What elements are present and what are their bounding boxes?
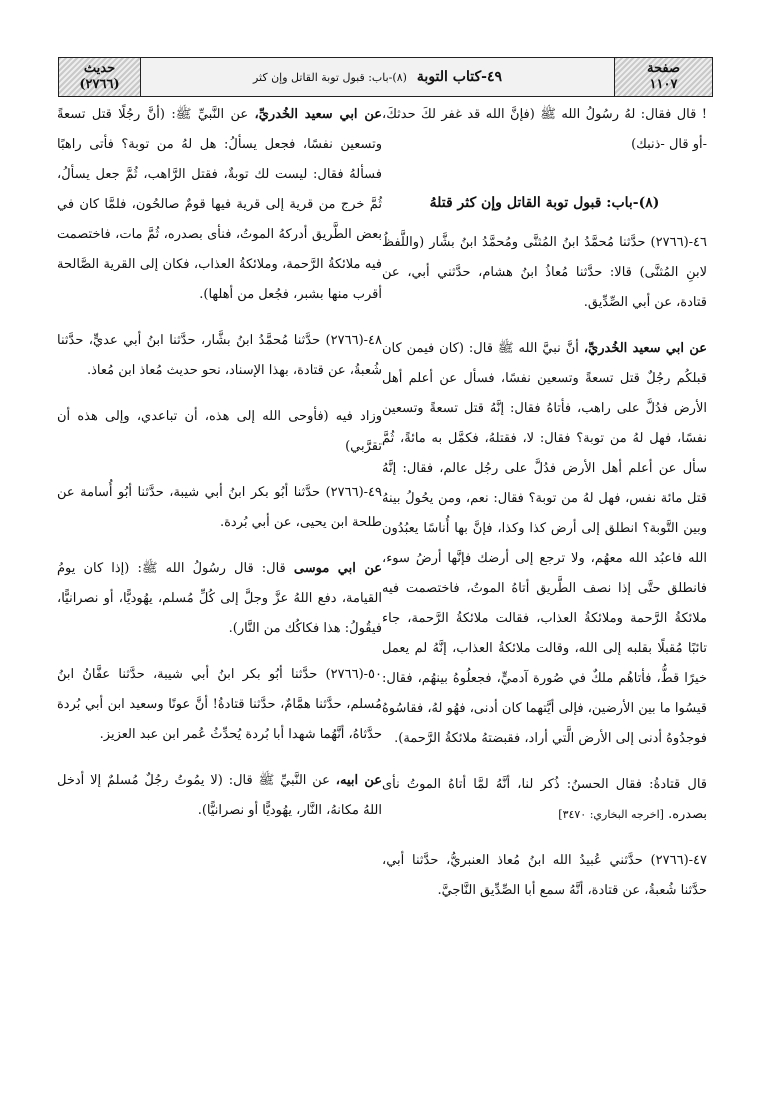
hadith-46-isnad: ٤٦-(٢٧٦٦) حدَّثنا مُحمَّدُ ابنُ المُثنَّى ومُحمَّدُ ابنُ بشَّار (واللَّفظُ لابنِ المُثنَّى) قالا: حدَّثنا مُعاذُ ابنُ هشام، حدَّثني أبي، عن قتادة، عن أبي الصِّدِّيق. — [382, 235, 707, 310]
chapter-subtitle: (٨)-باب: قبول توبة القاتل وإن كثر — [252, 70, 407, 84]
bab-heading: (٨)-باب: قبول توبة القاتل وإن كثر قتلهُ — [429, 195, 660, 211]
left-column — [57, 100, 382, 842]
page-number: ١١٠٧ — [649, 77, 678, 92]
hadith-48-addition: وزاد فيه (فأوحى الله إلى هذه، أن تباعدي، وإلى هذه أن تقرَّبي) — [57, 409, 382, 454]
hadith-46-body — [382, 334, 707, 754]
takhrij-reference: [اخرجه البخاري: ٣٤٧٠] — [558, 808, 664, 821]
hadith-48-isnad: ٤٨-(٢٧٦٦) حدَّثنا مُحمَّدُ ابنُ بشَّار، حدَّثنا ابنُ أبي عديٍّ، حدَّثنا شُعبةُ، عن قتادة، بهذا الإسناد، نحو حديث مُعاذ ابن مُعاذ. — [57, 333, 382, 378]
qatada-note — [382, 770, 707, 830]
hadith-47-matn: عن النَّبيِّ ﷺ: (أنَّ رجُلًا قتل تسعةً وتسعين نفسًا، فجعل يسألُ: هل لهُ من توبة؟ فأتى راهبًا فسألهُ فقال: ليست لك توبةٌ، فقتل الرَّاهب، ثُمَّ جعل يسألُ، ثُمَّ خرج من قرية إلى قرية فيها قومٌ صالحُون، فلمَّا كان في بعض الطَّريق أدركهُ الموتُ، فنأى بصدره، ثُمَّ مات، فاختصمت فيه ملائكةُ الرَّحمة، وملائكةُ العذاب، فكان إلى القرية الصَّالحة أقرب منها بشبر، فجُعل من أهلها). — [57, 107, 382, 302]
hadith-47-body — [57, 100, 382, 310]
hadith-49-matn: قال: قال رسُولُ الله ﷺ: (إذا كان يومُ القيامة، دفع اللهُ عزَّ وجلَّ إلى كُلِّ مُسلم، يهُوديًّا، أو نصرانيًّا، فيقُولُ: هذا فكاكُك من النَّار). — [57, 561, 382, 636]
continuation-text: ! قال فقال: لهُ رسُولُ الله ﷺ (فإنَّ الله قد غفر لكَ حدثكَ، -أو قال -ذنبك) — [382, 107, 707, 152]
hadith-50-narrator: عن ابيه، — [335, 773, 383, 788]
hadith-50-isnad: ٥٠-(٢٧٦٦) حدَّثنا أبُو بكر ابنُ أبي شيبة، حدَّثنا عفَّانُ ابنُ مُسلم، حدَّثنا همَّامٌ، حدَّثنا قتادةُ! أنَّ عونًا وسعيد ابن أبي بُردة حدَّثاهُ، أنَّهُما شهدا أبا بُردة يُحدِّثُ عُمر ابن عبد العزيز. — [57, 667, 382, 742]
right-column — [382, 100, 707, 922]
page-label: صفحة — [647, 61, 680, 76]
qatada-text: قال قتادةُ: فقال الحسنُ: ذُكر لنا، أنَّهُ لمَّا أتاهُ الموتُ نأى بصدره. — [382, 777, 707, 822]
book-title-bar — [141, 58, 614, 96]
hadith-50-body — [57, 766, 382, 826]
hadith-number: (٢٧٦٦) — [79, 77, 120, 92]
hadith-49-body — [57, 554, 382, 644]
hadith-49-narrator: عن ابي موسى — [293, 561, 382, 576]
page-header — [58, 57, 713, 97]
hadith-46-narrator: عن ابي سعيد الخُدريِّ، — [583, 341, 707, 356]
hadith-46-matn: أنَّ نبيَّ الله ﷺ قال: (كان فيمن كان قبلكُم رجُلٌ قتل تسعةً وتسعين نفسًا، فسأل عن أعلم أهل الأرض فدُلَّ على راهب، فأتاهُ فقال: إنَّهُ قتل تسعةً وتسعين نفسًا، فهل لهُ من توبة؟ فقال: لا، فقتلهُ، فكمَّل به مائةً، ثُمَّ سأل عن أعلم أهل الأرض فدُلَّ على رجُل عالم، فقال: إنَّهُ قتل مائة نفس، فهل لهُ من توبة؟ فقال: نعم، ومن يحُولُ بينهُ وبين التَّوبة؟ انطلق إلى أرض كذا وكذا، فإنَّ بها أُناسًا يعبُدُون الله فاعبُد الله معهُم، ولا ترجع إلى أرضك فإنَّها أرضُ سوء، فانطلق حتَّى إذا نصف الطَّريق أتاهُ الموتُ، فاختصمت فيه ملائكةُ الرَّحمة وملائكةُ العذاب، فقالت ملائكةُ الرَّحمة، جاء تائبًا مُقبلًا بقلبه إلى الله، وقالت ملائكةُ العذاب، إنَّهُ لم يعمل خيرًا قطُّ، فأتاهُم ملكٌ في صُورة آدميٍّ، فجعلُوهُ بينهُم، فقال: قيسُوا ما بين الأرضين، فإلى أيَّتهما كان أدنى، فهُو لهُ، فقاسُوهُ فوجدُوهُ أدنى إلى الأرض الَّتي أراد، فقبضتهُ ملائكةُ الرَّحمة). — [382, 341, 707, 746]
hadith-50-matn: عن النَّبيِّ ﷺ قال: (لا يمُوتُ رجُلٌ مُسلمٌ إلا أدخل اللهُ مكانهُ، النَّار، يهُوديًّا أو نصرانيًّا). — [57, 773, 382, 818]
hadith-47-narrator: عن ابي سعيد الخُدريِّ، — [254, 107, 382, 122]
page-number-box — [614, 58, 712, 96]
hadith-number-box — [59, 58, 141, 96]
hadith-49-isnad: ٤٩-(٢٧٦٦) حدَّثنا أبُو بكر ابنُ أبي شيبة، حدَّثنا أبُو أُسامة عن طلحة ابن يحيى، عن أبي بُردة. — [57, 485, 382, 530]
hadith-47-isnad: ٤٧-(٢٧٦٦) حدَّثني عُبيدُ الله ابنُ مُعاذ العنبريُّ، حدَّثنا أبي، حدَّثنا شُعبةُ، عن قتادة، أنَّهُ سمع أبا الصِّدِّيق النَّاجيَّ. — [382, 853, 707, 898]
hadith-label: حديث — [83, 61, 116, 76]
book-title: ٤٩-كتاب التوبة — [416, 69, 503, 85]
